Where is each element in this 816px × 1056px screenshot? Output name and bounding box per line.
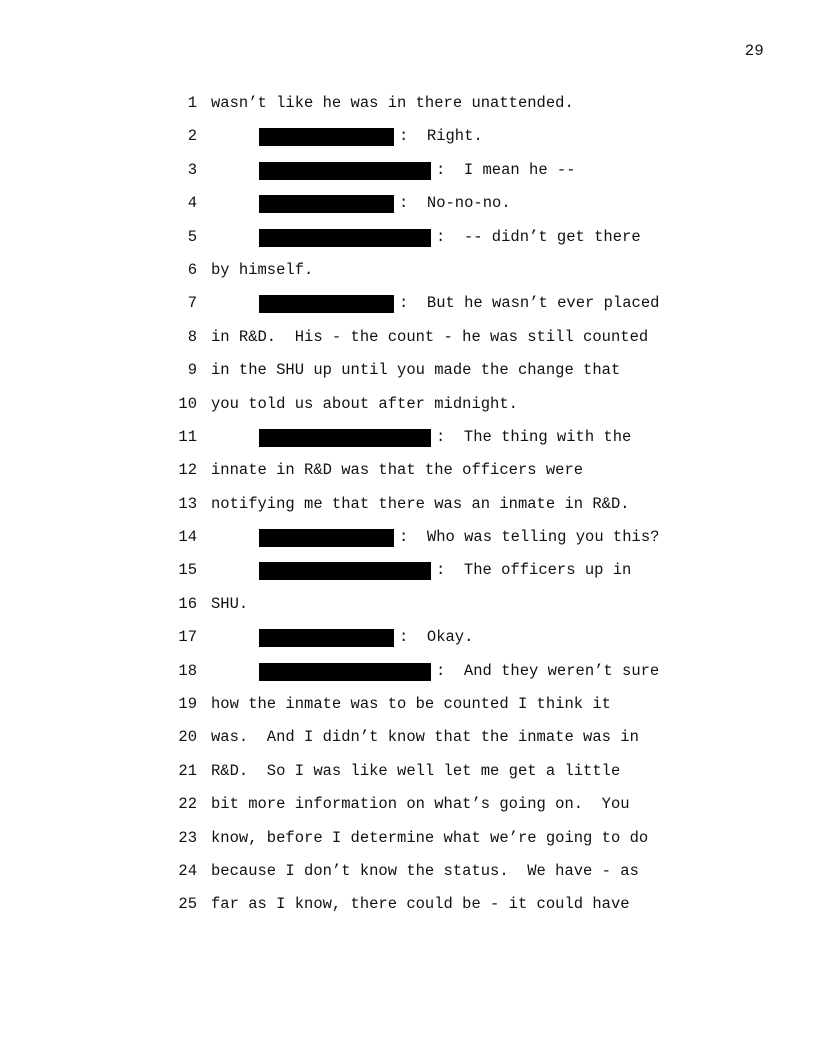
page-number: 29 bbox=[744, 42, 764, 60]
line-number: 9 bbox=[187, 361, 197, 380]
transcript-line bbox=[0, 292, 816, 325]
line-text: was. And I didn’t know that the inmate was in bbox=[211, 728, 639, 747]
speaker-turn bbox=[259, 125, 483, 147]
line-text: bit more information on what’s going on. You bbox=[211, 795, 630, 814]
transcript-body bbox=[0, 92, 816, 927]
line-text: : Who was telling you this? bbox=[399, 528, 660, 547]
transcript-line bbox=[0, 660, 816, 693]
redacted-speaker-name bbox=[259, 195, 394, 213]
line-number: 2 bbox=[187, 127, 197, 146]
line-text: you told us about after midnight. bbox=[211, 394, 518, 413]
speaker-turn bbox=[259, 426, 631, 448]
line-number: 24 bbox=[178, 861, 197, 880]
line-number: 3 bbox=[187, 160, 197, 179]
line-number: 5 bbox=[187, 227, 197, 246]
line-number: 14 bbox=[178, 528, 197, 547]
line-text: notifying me that there was an inmate in R&D. bbox=[211, 494, 630, 513]
transcript-line bbox=[0, 359, 816, 392]
speaker-turn bbox=[259, 559, 631, 581]
speaker-turn bbox=[259, 660, 659, 682]
redacted-speaker-name bbox=[259, 162, 431, 180]
transcript-line bbox=[0, 259, 816, 292]
redacted-speaker-name bbox=[259, 562, 431, 580]
line-number: 4 bbox=[187, 194, 197, 213]
line-number: 8 bbox=[187, 327, 197, 346]
line-text: in the SHU up until you made the change that bbox=[211, 361, 621, 380]
speaker-turn bbox=[259, 526, 659, 548]
transcript-line bbox=[0, 893, 816, 926]
line-number: 12 bbox=[178, 461, 197, 480]
line-text: : The officers up in bbox=[436, 561, 632, 580]
line-text: : No-no-no. bbox=[399, 194, 511, 213]
line-text: far as I know, there could be - it could have bbox=[211, 895, 630, 914]
line-text: how the inmate was to be counted I think it bbox=[211, 695, 611, 714]
speaker-turn bbox=[259, 192, 511, 214]
speaker-turn bbox=[259, 159, 576, 181]
line-text: : Right. bbox=[399, 127, 483, 146]
line-number: 17 bbox=[178, 628, 197, 647]
line-number: 23 bbox=[178, 828, 197, 847]
redacted-speaker-name bbox=[259, 663, 431, 681]
transcript-line bbox=[0, 226, 816, 259]
line-number: 21 bbox=[178, 761, 197, 780]
transcript-line bbox=[0, 593, 816, 626]
speaker-turn bbox=[259, 292, 659, 314]
line-text: : And they weren’t sure bbox=[436, 661, 660, 680]
line-number: 16 bbox=[178, 594, 197, 613]
line-number: 7 bbox=[187, 294, 197, 313]
line-text: : The thing with the bbox=[436, 427, 632, 446]
line-text: in R&D. His - the count - he was still counted bbox=[211, 327, 649, 346]
transcript-line bbox=[0, 693, 816, 726]
line-number: 25 bbox=[178, 895, 197, 914]
transcript-line bbox=[0, 493, 816, 526]
line-number: 15 bbox=[178, 561, 197, 580]
line-text: R&D. So I was like well let me get a little bbox=[211, 761, 621, 780]
redacted-speaker-name bbox=[259, 295, 394, 313]
transcript-line bbox=[0, 526, 816, 559]
redacted-speaker-name bbox=[259, 529, 394, 547]
line-number: 22 bbox=[178, 795, 197, 814]
line-text: : Okay. bbox=[399, 628, 474, 647]
transcript-line bbox=[0, 793, 816, 826]
line-text: wasn’t like he was in there unattended. bbox=[211, 94, 574, 112]
transcript-line bbox=[0, 192, 816, 225]
line-text: innate in R&D was that the officers were bbox=[211, 461, 584, 480]
speaker-turn bbox=[259, 226, 641, 248]
line-number: 6 bbox=[187, 260, 197, 279]
transcript-line bbox=[0, 159, 816, 192]
line-text: : I mean he -- bbox=[436, 160, 576, 179]
transcript-line bbox=[0, 459, 816, 492]
transcript-line bbox=[0, 92, 816, 125]
transcript-line bbox=[0, 393, 816, 426]
line-text: by himself. bbox=[211, 260, 314, 279]
redacted-speaker-name bbox=[259, 629, 394, 647]
line-number: 10 bbox=[178, 394, 197, 413]
line-text: because I don’t know the status. We have - as bbox=[211, 861, 639, 880]
speaker-turn bbox=[259, 626, 473, 648]
redacted-speaker-name bbox=[259, 229, 431, 247]
transcript-line bbox=[0, 426, 816, 459]
line-number: 1 bbox=[187, 94, 197, 112]
transcript-line bbox=[0, 726, 816, 759]
transcript-line bbox=[0, 827, 816, 860]
line-text: SHU. bbox=[211, 594, 249, 613]
redacted-speaker-name bbox=[259, 128, 394, 146]
line-text: : -- didn’t get there bbox=[436, 227, 641, 246]
transcript-line bbox=[0, 626, 816, 659]
transcript-line bbox=[0, 760, 816, 793]
line-number: 11 bbox=[178, 427, 197, 446]
redacted-speaker-name bbox=[259, 429, 431, 447]
line-number: 19 bbox=[178, 695, 197, 714]
transcript-line bbox=[0, 559, 816, 592]
transcript-line bbox=[0, 860, 816, 893]
transcript-line bbox=[0, 125, 816, 158]
line-text: know, before I determine what we’re going to do bbox=[211, 828, 649, 847]
line-number: 20 bbox=[178, 728, 197, 747]
line-number: 13 bbox=[178, 494, 197, 513]
line-number: 18 bbox=[178, 661, 197, 680]
transcript-line bbox=[0, 326, 816, 359]
line-text: : But he wasn’t ever placed bbox=[399, 294, 660, 313]
